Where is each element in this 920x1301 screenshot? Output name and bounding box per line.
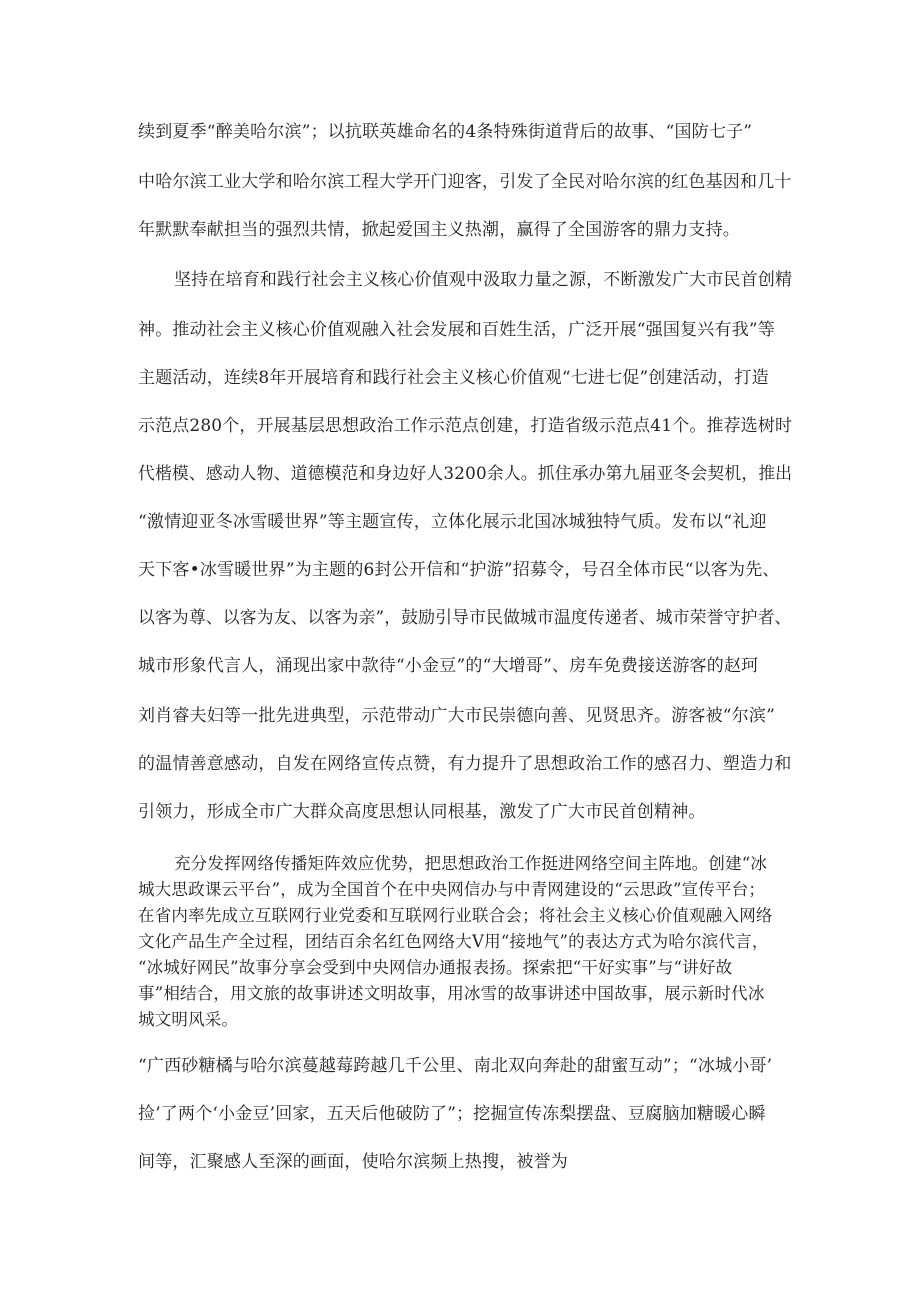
- text-line: 坚持在培育和践行社会主义核心价值观中汲取力量之源，不断激发广大市民首创精: [174, 270, 793, 290]
- text-line: “激情迎亚冬冰雪暖世界”等主题宣传，立体化展示北国冰城独特气质。发布以“礼迎: [138, 512, 767, 532]
- text-line: 城大思政课云平台”，成为全国首个在中央网信办与中青网建设的“云思政”宣传平台；: [138, 880, 766, 899]
- text-line: 城文明风采。: [138, 1010, 239, 1029]
- text-line: 天下客•冰雪暖世界”为主题的6封公开信和“护游”招募令，号召全体市民“以客为先、: [138, 560, 780, 580]
- text-line: 中哈尔滨工业大学和哈尔滨工程大学开门迎客，引发了全民对哈尔滨的红色基因和几十: [138, 172, 792, 192]
- text-line: 城市形象代言人，涌现出家中款待“小金豆”的“大增哥”、房车免费接送游客的赵珂: [138, 656, 759, 676]
- text-line: 主题活动，连续8年开展培育和践行社会主义核心价值观“七进七促”创建活动，打造: [138, 368, 769, 388]
- text-line: 引领力，形成全市广大群众高度思想认同根基，激发了广大市民首创精神。: [138, 802, 706, 822]
- text-line: 刘肖睿夫妇等一批先进典型，示范带动广大市民崇德向善、见贤思齐。游客被“尔滨”: [138, 706, 775, 726]
- text-line: 的温情善意感动，自发在网络宣传点赞，有力提升了思想政治工作的感召力、塑造力和: [138, 754, 792, 774]
- text-line: 代楷模、感动人物、道德模范和身边好人3200余人。抓住承办第九届亚冬会契机，推出: [138, 464, 793, 484]
- text-line: 充分发挥网络传播矩阵效应优势，把思想政治工作挺进网络空间主阵地。创建“冰: [174, 854, 768, 873]
- text-line: “广西砂糖橘与哈尔滨蔓越莓跨越几千公里、南北双向奔赴的甜蜜互动”；“冰城小哥’: [138, 1056, 773, 1076]
- text-line: 示范点280个，开展基层思想政治工作示范点创建，打造省级示范点41个。推荐选树时: [138, 416, 793, 436]
- text-line: “冰城好网民”故事分享会受到中央网信办通报表扬。探索把“干好实事”与“讲好故: [138, 958, 733, 977]
- text-line: 事”相结合，用文旅的故事讲述文明故事，用冰雪的故事讲述中国故事，展示新时代冰: [138, 984, 765, 1003]
- text-line: 文化产品生产全过程，团结百余名红色网络大V用“接地气”的表达方式为哈尔滨代言，: [138, 932, 769, 951]
- text-line: 年默默奉献担当的强烈共情，掀起爱国主义热潮，赢得了全国游客的鼎力支持。: [138, 220, 740, 240]
- text-line: 在省内率先成立互联网行业党委和互联网行业联合会；将社会主义核心价值观融入网络: [138, 906, 773, 925]
- text-line: 续到夏季“醉美哈尔滨”；以抗联英雄命名的4条特殊街道背后的故事、“国防七子”: [138, 122, 753, 142]
- text-line: 捡’了两个‘小金豆’回家，五天后他破防了”；挖掘宣传冻梨摆盘、豆腐脑加糖暖心瞬: [138, 1104, 766, 1124]
- text-line: 间等，汇聚感人至深的画面，使哈尔滨频上热搜，被誉为: [138, 1152, 568, 1172]
- text-line: 以客为尊、以客为友、以客为亲”，鼓励引导市民做城市温度传递者、城市荣誉守护者、: [138, 608, 792, 628]
- text-line: 神。推动社会主义核心价值观融入社会发展和百姓生活，广泛开展“强国复兴有我”等: [138, 320, 775, 340]
